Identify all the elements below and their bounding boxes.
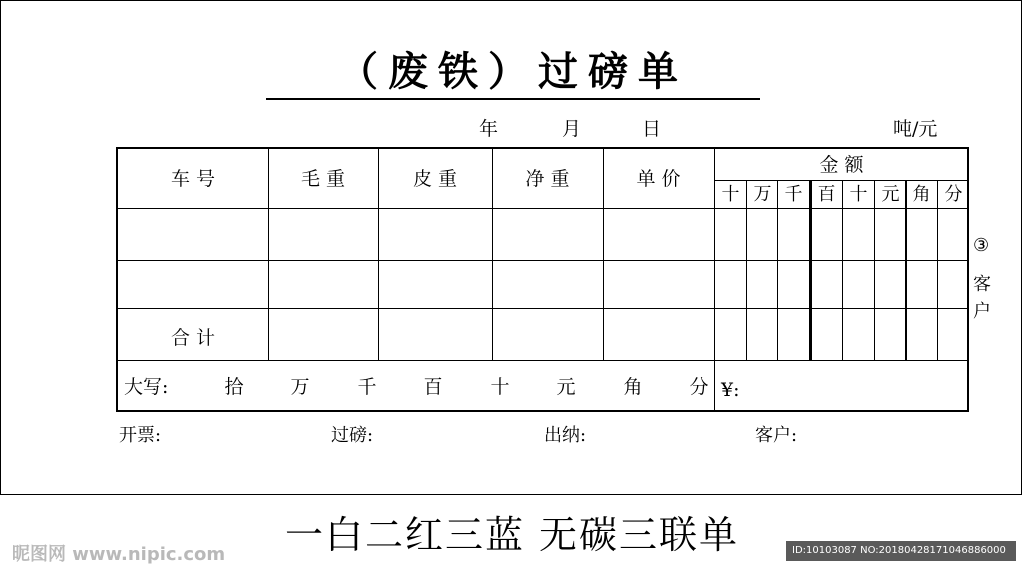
digit-divider [777,180,778,360]
header-car-no: 车 号 [170,168,216,190]
date-year-label: 年 [479,118,499,140]
form-title: （废铁）过磅单 [338,48,688,95]
digit-header: 分 [944,184,963,205]
digit-header: 十 [721,184,740,205]
image-id-watermark: ID:10103087 NO:20180428171046886000 [786,541,1016,561]
date-day-label: 日 [642,118,662,140]
header-amount: 金 额 [819,154,864,176]
digit-header: 千 [784,184,803,205]
capital-unit: 元 [556,376,576,398]
digit-header: 百 [817,184,836,205]
header-net-weight: 净 重 [525,168,570,190]
capital-unit: 十 [490,376,510,398]
footer-weigher-label: 过磅: [331,425,374,446]
digit-header: 角 [912,184,931,205]
slogan-text: 一白二红三蓝 无碳三联单 [284,513,740,557]
capital-unit: 千 [357,376,377,398]
total-row-label: 合 计 [170,327,216,349]
capital-unit: 角 [623,376,643,398]
digit-divider-thick [810,180,812,360]
copy-label: 客户 [973,274,991,322]
digit-divider [842,180,843,360]
footer-issuer-label: 开票: [119,425,162,446]
title-underline [266,98,760,100]
row-divider [118,260,969,261]
digit-divider [746,180,747,360]
capital-unit: 百 [423,376,443,398]
unit-label: 吨/元 [893,118,938,140]
capital-label: 大写: [124,376,169,398]
weighing-table [116,147,969,412]
digit-header: 元 [881,184,900,205]
capital-unit: 拾 [224,376,244,398]
footer-customer-label: 客户: [755,425,798,446]
site-watermark: 昵图网 www.nipic.com [12,544,226,565]
row-divider [118,360,969,361]
digit-divider [874,180,875,360]
digit-header: 十 [849,184,868,205]
digit-divider-thick [905,180,907,360]
amount-header-rule [714,180,969,181]
digit-header: 万 [753,184,772,205]
capital-unit: 万 [290,376,310,398]
date-month-label: 月 [562,118,582,140]
digit-divider [937,180,938,360]
header-tare-weight: 皮 重 [412,168,458,190]
header-gross-weight: 毛 重 [300,168,346,190]
row-divider [118,308,969,309]
capital-unit: 分 [689,376,709,398]
row-divider [118,208,969,209]
footer-cashier-label: 出纳: [544,425,587,446]
yen-label: ¥: [721,379,740,401]
header-unit-price: 单 价 [636,168,681,190]
copy-number-mark: ③ [973,235,990,256]
